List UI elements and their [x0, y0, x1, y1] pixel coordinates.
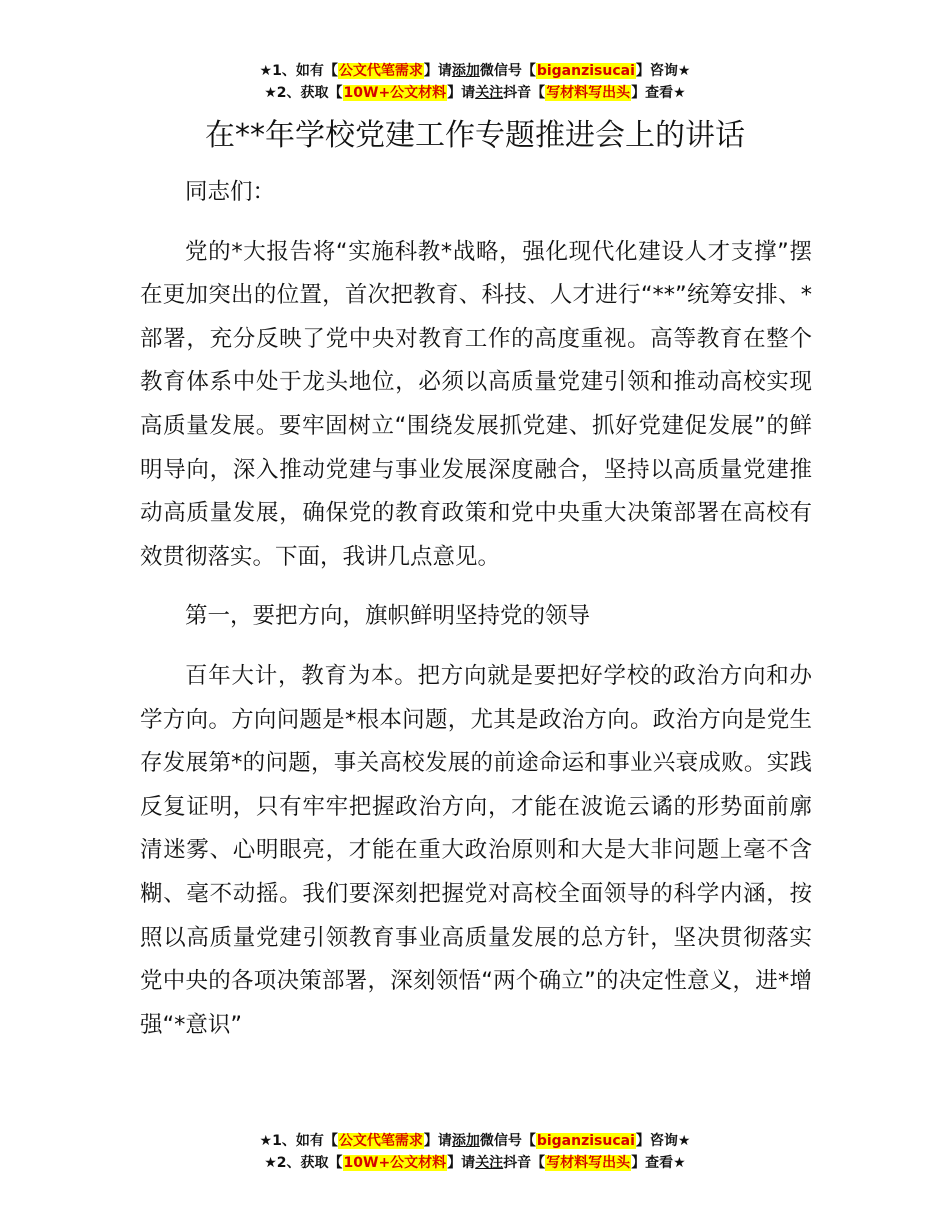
banner-line-1 [0, 1130, 950, 1152]
banner-text: 】咨询★ [635, 63, 691, 79]
banner-line-1 [0, 60, 950, 82]
banner-emphasis: 关注 [475, 85, 504, 101]
paragraph-body: 百年大计，教育为本。把方向就是要把好学校的政治方向和办学方向。方向问题是*根本问题，尤其是政治方向。政治方向是党生存发展第*的问题，事关高校发展的前途命运和事业兴衰成败。实践反复证明，只有牢牢把握政治方向，才能在波诡云谲的形势面前廓清迷雾、心明眼亮，才能在重大政治原则和大是大非问题上毫不含糊、毫不动摇。我们要深刻把握党对高校全面领导的科学内涵，按照以高质量党建引领教育事业高质量发展的总方针，坚决贯彻落实党中央的各项决策部署，深刻领悟“两个确立”的决定性意义，进*增强“*意识” [140, 662, 812, 1038]
banner-text: ★2、获取【 [264, 1155, 343, 1171]
document-body [140, 171, 812, 1063]
banner-highlight: biganzisucai [536, 1133, 635, 1149]
banner-highlight: 10W+公文材料 [343, 1155, 447, 1171]
banner-line-2 [0, 82, 950, 104]
banner-text: 】查看★ [631, 85, 686, 101]
banner-text: ★1、如有【 [259, 1133, 338, 1149]
banner-line-2 [0, 1152, 950, 1174]
banner-highlight: 写材料写出头 [546, 85, 631, 101]
banner-emphasis: 关注 [475, 1155, 504, 1171]
paragraph-intro: 党的*大报告将“实施科教*战略，强化现代化建设人才支撑”摆在更加突出的位置，首次把教育、科技、人才进行“**”统筹安排、*部署，充分反映了党中央对教育工作的高度重视。高等教育在整个教育体系中处于龙头地位，必须以高质量党建引领和推动高校实现高质量发展。要牢固树立“围绕发展抓党建、抓好党建促发展”的鲜明导向，深入推动党建与事业发展深度融合，坚持以高质量党建推动高质量发展，确保党的教育政策和党中央重大决策部署在高校有效贯彻落实。下面，我讲几点意见。 [140, 238, 812, 570]
banner-highlight: 公文代笔需求 [338, 63, 423, 79]
banner-emphasis: 添加 [451, 1133, 480, 1149]
document-title: 在**年学校党建工作专题推进会上的讲话 [205, 118, 745, 153]
banner-highlight: 公文代笔需求 [338, 1133, 423, 1149]
header-banner [0, 60, 950, 104]
banner-text: 】请 [447, 85, 476, 101]
banner-text: 】请 [423, 1133, 452, 1149]
banner-text: 】请 [423, 63, 452, 79]
section-heading: 第一，要把方向，旗帜鲜明坚持党的领导 [185, 603, 591, 630]
banner-highlight: 10W+公文材料 [343, 85, 447, 101]
banner-text: 】咨询★ [635, 1133, 691, 1149]
banner-text: ★1、如有【 [259, 63, 338, 79]
banner-text: ★2、获取【 [264, 85, 343, 101]
banner-highlight: biganzisucai [536, 63, 635, 79]
banner-text: 抖音【 [503, 85, 546, 101]
greeting: 同志们： [185, 179, 276, 205]
banner-text: 微信号【 [479, 63, 536, 79]
banner-text: 】请 [447, 1155, 476, 1171]
banner-text: 抖音【 [503, 1155, 546, 1171]
banner-emphasis: 添加 [451, 63, 480, 79]
footer-banner [0, 1130, 950, 1174]
banner-highlight: 写材料写出头 [546, 1155, 631, 1171]
banner-text: 】查看★ [631, 1155, 686, 1171]
banner-text: 微信号【 [479, 1133, 536, 1149]
